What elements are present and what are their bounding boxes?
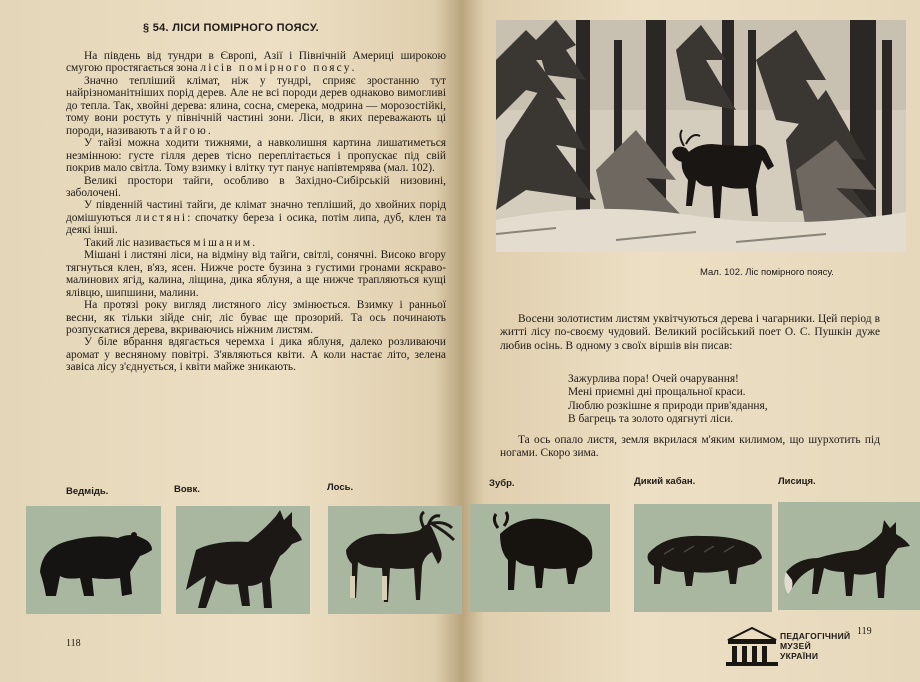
museum-name-line: МУЗЕЙ (780, 641, 811, 651)
page-number-left: 118 (66, 638, 81, 649)
pushkin-poem (568, 373, 768, 427)
paragraph: Та ось опало листя, земля вкрилася м'яким килимом, що шурхотить під ногами. Скоро зима. (500, 434, 880, 460)
left-body-text (66, 50, 446, 374)
animal-label-boar: Дикий кабан. (634, 476, 696, 487)
museum-name (780, 631, 850, 661)
animal-label-fox: Лисиця. (778, 476, 816, 487)
section-heading: § 54. ЛІСИ ПОМІРНОГО ПОЯСУ. (142, 22, 320, 34)
bear-illustration (26, 506, 161, 614)
animal-label-bison: Зубр. (489, 478, 515, 489)
paragraph: Мішані і листяні ліси, на відміну від тайги, світлі, сонячні. Високо вгору тягнуться клен, в'яз, ясен. Нижче росте бузина з густими гронами яскраво-малинових ягід, калина, ліщина, дика яблуня, а ще нижче трапляються кущі ялівцю, шипшини, малини. (66, 249, 446, 299)
animal-label-wolf: Вовк. (174, 484, 200, 495)
animal-label-bear: Ведмідь. (66, 486, 109, 497)
right-body-text-2 (500, 434, 880, 461)
paragraph: Великі простори тайги, особливо в Західно-Сибірській низовині, заболочені. (66, 174, 446, 199)
paragraph: У біле вбрання вдягається черемха і дика яблуня, далеко розливаючи аромат у весняному повітрі. З'являються квіти. А коли настає літо, зелена завіса лісу з'єднується, і квіти майже зникають. (66, 336, 446, 374)
fox-illustration (778, 502, 920, 610)
poem-line: В багрець та золото одягнуті ліси. (568, 413, 734, 426)
bison-illustration (470, 504, 610, 612)
paragraph: Такий ліс називається мішаним. (84, 236, 256, 249)
paragraph: У південній частині тайги, де клімат значно тепліший, до хвойних порід домішуються листяні: спочатку береза і осика, потім липа, дуб, клен та деякі інші. (66, 199, 446, 237)
paragraph: На протязі року вигляд листяного лісу змінюється. Взимку і ранньої весни, як тільки зійде сніг, ліс буває ще прозорий. Та ось починають розпускатися дерева, вкриваючись ніжним листям. (66, 299, 446, 336)
paragraph: Восени золотистим листям уквітчуються дерева і чагарники. Цей період в житті лісу по-своєму чудовий. Великий російський поет О. С. Пушкін дуже любив осінь. В одному з своїх віршів він писав: (500, 313, 880, 352)
poem-line: Зажурлива пора! Очей очарування! (568, 373, 739, 385)
museum-name-line: УКРАЇНИ (780, 651, 819, 661)
boar-illustration (634, 504, 772, 612)
right-body-text-1 (500, 313, 880, 353)
paragraph: На південь від тундри в Європі, Азії і Північній Америці широкою смугою простягається зона лісів помірного поясу. (66, 50, 446, 75)
poem-line: Люблю розкішне я природи прив'ядання, (568, 399, 768, 412)
poem-line: Мені приємні дні прощальної краси. (568, 386, 746, 399)
paragraph: Значно тепліший клімат, ніж у тундрі, сприяє зростанню тут найрізноманітніших порід дерев. Але не всі породи дерев однаково вимогливі до тепла. Так, хвойні дерева: ялина, сосна, смерека, модрина — морозостійкі, тому вони ростуть у північній частині зони. Ліси, в яких переважають ці породи, називають тайгою. (66, 74, 446, 137)
wolf-illustration (176, 506, 310, 614)
figure-caption: Мал. 102. Ліс помірного поясу. (700, 267, 834, 278)
animal-label-moose: Лось. (327, 482, 354, 493)
museum-name-line: ПЕДАГОГІЧНИЙ (780, 631, 851, 641)
forest-moose-illustration (496, 20, 906, 252)
moose-illustration (328, 506, 462, 614)
paragraph: У тайзі можна ходити тижнями, а навколишня картина лишатиметься незмінною: густе гілля дерев тісно переплітається і пропускає під свій покрив мало світла. Тому взимку і влітку тут панує напівтемрява (мал. 102). (66, 137, 446, 175)
page-number-right: 119 (857, 626, 872, 637)
